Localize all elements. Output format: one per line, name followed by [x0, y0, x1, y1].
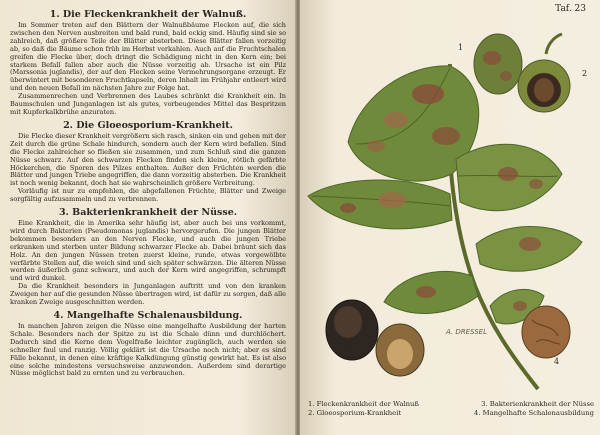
section-3-paragraph-2: Da die Krankheit besonders in Junganlagen auftritt und von den kranken Zweigen her auf die gesunden Nüsse übertragen wird, ist dafür zu sorgen, daß alle kranken Zweige ausgeschnitten werden. [10, 282, 286, 307]
nut-fig2 [518, 34, 570, 112]
caption-2: 2. Gloeosporium-Krankheit [308, 409, 402, 417]
figure-number-2: 2 [582, 69, 588, 78]
text-column [10, 6, 286, 378]
section-title-4: 4. Mangelhafte Schalenausbildung. [53, 310, 243, 321]
section-2-paragraph-2: Vorläufig ist nur zu empfehlen, die abgefallenen Früchte, Blätter und Zweige sorgfältig aufzusammeln und zu verbrennen. [10, 187, 286, 204]
right-page [300, 0, 600, 435]
plate-number: Taf. 23 [555, 4, 586, 14]
plate-caption [308, 400, 594, 418]
caption-1: 1. Fleckenkrankheit der Walnuß [308, 400, 419, 408]
section-3-paragraph-1: Eine Krankheit, die in Amerika sehr häufig ist, aber auch bei uns vorkommt, wird durch Bakterien (Pseudomonas juglandis) hervorgerufen. Die jungen Blätter bekommen besonders an den Nerven Flecke, und auch die jungen Triebe erkranken und sterben unter Bildung schwarzer Flecke ab. Dabei bräunt sich das Holz. An den jungen Nüssen treten zuerst kleine, runde, etwas vorgewölbte verfärbte Stellen auf, die weich sind und sich später schwärzen. Die älteren Nüsse werden äußerlich ganz schwarz, und auch der Kern wird angegriffen, schrumpft und wird dunkel. [10, 219, 286, 283]
figure-number-4: 4 [554, 357, 560, 366]
nut-fig1 [474, 34, 522, 94]
section-title-1: 1. Die Fleckenkrankheit der Walnuß. [49, 9, 247, 20]
walnut-illustration [300, 24, 600, 396]
artist-signature: A. DRESSEL [446, 328, 488, 336]
leaf-right-upper [456, 144, 562, 210]
section-1-paragraph-1: Im Sommer treten auf den Blättern der Walnußbäume Flecken auf, die sich zwischen den Nerven ausbreiten und bald rund, bald eckig sind. Häufig sind sie so zahlreich, daß größere Teile der Blätter absterben. Diese Blätter fallen vorzeitig ab, so daß die Bäume schon früh im Herbst verkahlen. Auch auf die Fruchtschalen greifen die Flecke über, doch dringt die Schädigung nicht in den Kern ein; bei starkem Befall fallen aber auch die Nüsse vorzeitig ab. Ursache ist ein Pilz (Marssonia juglandis), der auf den Flecken seine Vermehrungsorgane erzeugt. Er überwintert mit besonderen Fruchtkapseln, deren Inhalt im Frühjahr entleert wird und den neuen Befall im nächsten Jahre zur Folge hat. [10, 21, 286, 93]
section-2-paragraph-1: Die Flecke dieser Krankheit vergrößern sich rasch, sinken ein und gehen mit der Zeit durch die grüne Schale hindurch, sondern auch der Kern wird befallen. Sind die Flecke zahlreicher so fließen sie zusammen, und zum Schluß sind die ganzen Nüsse schwarz. Auf den schwarzen Flecken finden sich kleine, rötlich gefärbte Höckerchen, die Sporen des Pilzes enthalten. Außer den Früchten werden die Blätter und jungen Triebe angegriffen, die dann vorzeitig absterben. Die Krankheit ist noch wenig bekannt, doch hat sie wahrscheinlich größere Verbreitung. [10, 131, 286, 188]
leaf-left-lower [384, 271, 478, 313]
caption-4: 4. Mangelhafte Schalenausbildung [474, 409, 594, 417]
section-4-paragraph-1: In manchen Jahren zeigen die Nüsse eine mangelhafte Ausbildung der harten Schale. Besonders nach der Spitze zu ist die Schale dünn und durchlöchert. Dadurch sind die Kerne dem Vogelfraße leichter zugänglich, auch werden sie schneller faul und ranzig. Völlig geklärt ist die Ursache noch nicht; aber es sind Fälle bekannt, in denen eine kräftige Kalkdüngung günstig gewirkt hat. Es ist also eine solche mindestens versuchsweise anzuwenden. Außerdem sind derartige Nüsse möglichst bald zu ernten und zu verbrauchen. [10, 322, 286, 378]
figure-number-3: 3 [346, 341, 352, 350]
section-1-paragraph-2: Zusammenrechen und Verbrennen des Laubes schränkt die Krankheit ein. In Baumschulen und Junganlagen ist als gutes, vorbeugendes Mittel das Bespritzen mit Kupferkalkbrühe anzuraten. [10, 92, 286, 116]
left-page [0, 0, 296, 435]
nut-fig4 [522, 306, 570, 358]
leaf-right-lower [476, 227, 582, 272]
leaf-left-middle [308, 180, 452, 229]
figure-number-1: 1 [458, 43, 464, 52]
section-title-2: 2. Die Gloeosporium-Krankheit. [63, 119, 233, 131]
caption-3: 3. Bakterienkrankheit der Nüsse [481, 400, 594, 408]
section-title-3: 3. Bakterienkrankheit der Nüsse. [58, 207, 238, 219]
